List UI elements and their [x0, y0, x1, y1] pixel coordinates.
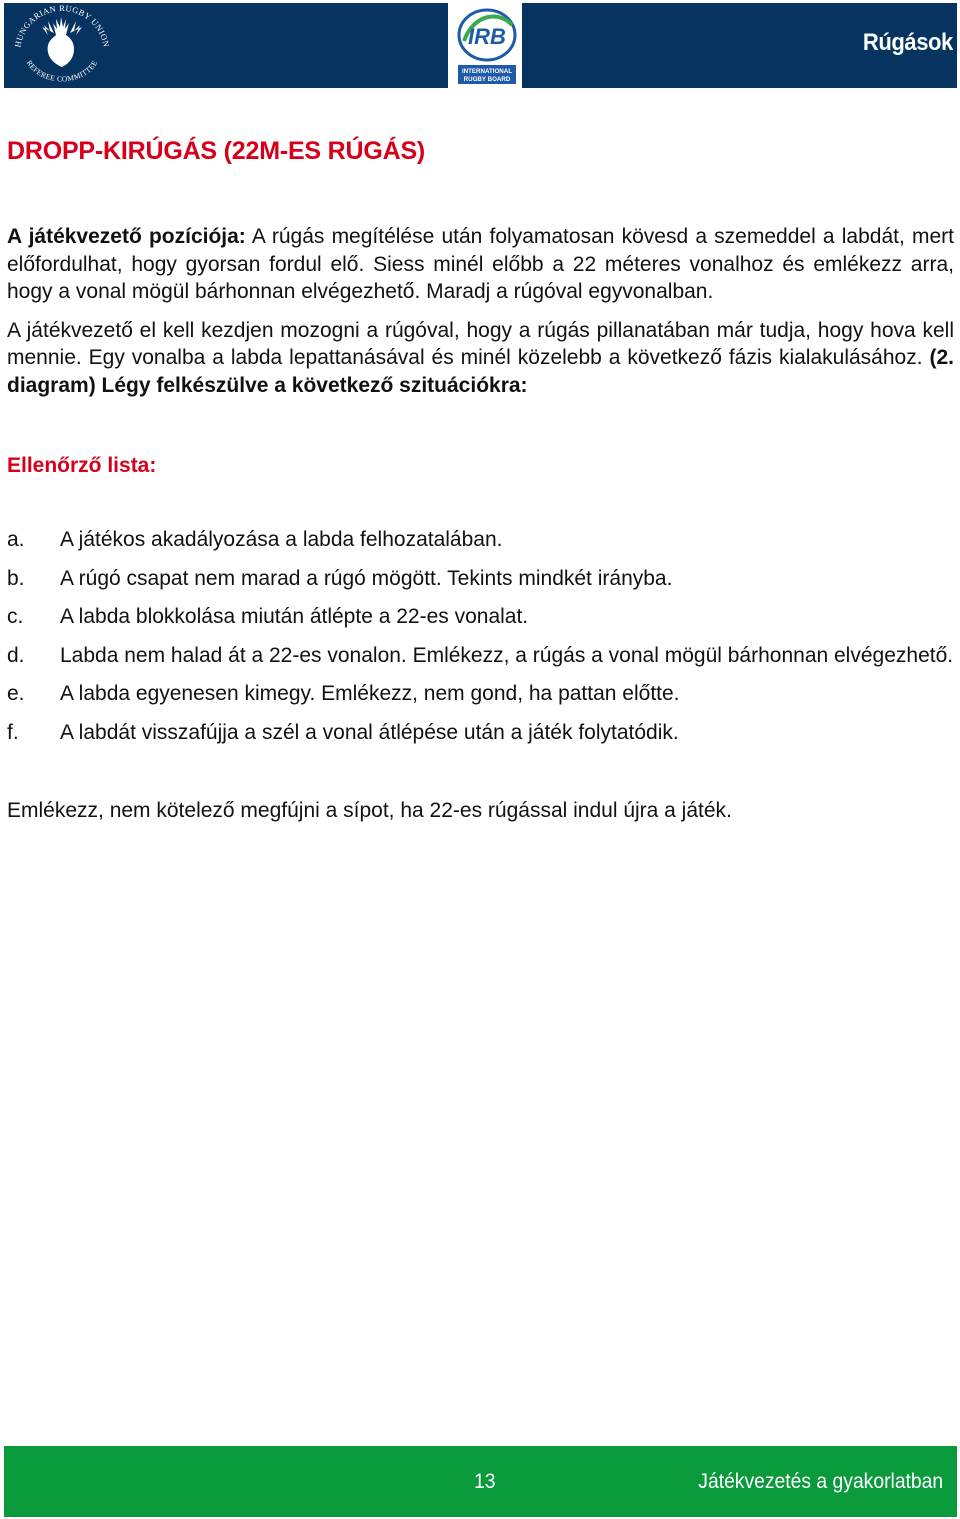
checklist-item: [7, 680, 954, 708]
checklist-item-letter: a.: [7, 528, 25, 551]
checklist-item: [7, 565, 954, 593]
checklist-item-text: A labda egyenesen kimegy. Emlékezz, nem gond, ha pattan előtte.: [60, 682, 680, 705]
closing-note: Emlékezz, nem kötelező megfújni a sípot, ha 22-es rúgással indul újra a játék.: [7, 799, 732, 822]
stag-icon: [42, 17, 82, 67]
checklist-heading: Ellenőrző lista:: [7, 454, 157, 477]
page-footer: [4, 1446, 957, 1517]
checklist: [7, 526, 954, 746]
checklist-item-letter: e.: [7, 682, 25, 705]
checklist-item-text: A labdát visszafújja a szél a vonal átlépése után a játék folytatódik.: [60, 720, 679, 744]
svg-text:RUGBY BOARD: RUGBY BOARD: [463, 76, 511, 83]
checklist-item: [7, 603, 954, 631]
irb-logo: [456, 7, 518, 85]
section-heading: DROPP-KIRÚGÁS (22M-ES RÚGÁS): [7, 137, 426, 165]
checklist-item-letter: c.: [7, 605, 24, 628]
movement-bold-text: (2. diagram) Légy felkészülve a következő szituációkra:: [7, 346, 954, 397]
referee-position-text: A rúgás megítélése után folyamatosan kövesd a szemeddel a labdát, mert előfordulhat, hogy gyorsan fordul elő. Siess minél előbb a 22 méteres vonalhoz és emlékezz arra, hogy a vonal mögül bárhonnan elvégezhető. Maradj a rúgóval egyvonalban.: [7, 225, 954, 303]
movement-text: A játékvezető el kell kezdjen mozogni a rúgóval, hogy a rúgás pillanatában már tudja, hogy hova kell mennie. Egy vonalba a labda lepattanásával és minél közelebb a következő fázis kialakulásához.: [7, 318, 954, 369]
footer-title: Játékvezetés a gyakorlatban: [698, 1470, 943, 1493]
checklist-item-text: A labda blokkolása miután átlépte a 22-es vonalat.: [60, 605, 529, 628]
referee-position-label: A játékvezető pozíciója:: [7, 225, 246, 248]
checklist-item-text: Labda nem halad át a 22-es vonalon. Emlékezz, a rúgás a vonal mögül bárhonnan elvégezhető.: [60, 643, 954, 667]
page-header: [4, 3, 957, 88]
checklist-item: [7, 719, 954, 747]
main-content: [7, 137, 954, 825]
svg-text:IRB: IRB: [468, 24, 506, 49]
page-number: 13: [474, 1470, 496, 1493]
svg-text:REFEREE COMMITTEE: REFEREE COMMITTEE: [24, 58, 100, 84]
checklist-item-text: A játékos akadályozása a labda felhozatalában.: [60, 528, 503, 551]
checklist-item: [7, 526, 954, 554]
header-title: Rúgások: [862, 29, 953, 56]
svg-text:INTERNATIONAL: INTERNATIONAL: [461, 68, 513, 75]
checklist-item-letter: d.: [7, 643, 25, 667]
checklist-item-text: A rúgó csapat nem marad a rúgó mögött. Tekints mindkét irányba.: [60, 566, 673, 590]
movement-paragraph: [7, 317, 954, 400]
checklist-item: [7, 642, 954, 670]
checklist-item-letter: f.: [7, 720, 19, 744]
referee-position-paragraph: [7, 223, 954, 306]
svg-text:HUNGARIAN RUGBY UNION: HUNGARIAN RUGBY UNION: [12, 5, 112, 49]
hungarian-rugby-union-logo: [6, 5, 118, 85]
checklist-item-letter: b.: [7, 566, 25, 590]
